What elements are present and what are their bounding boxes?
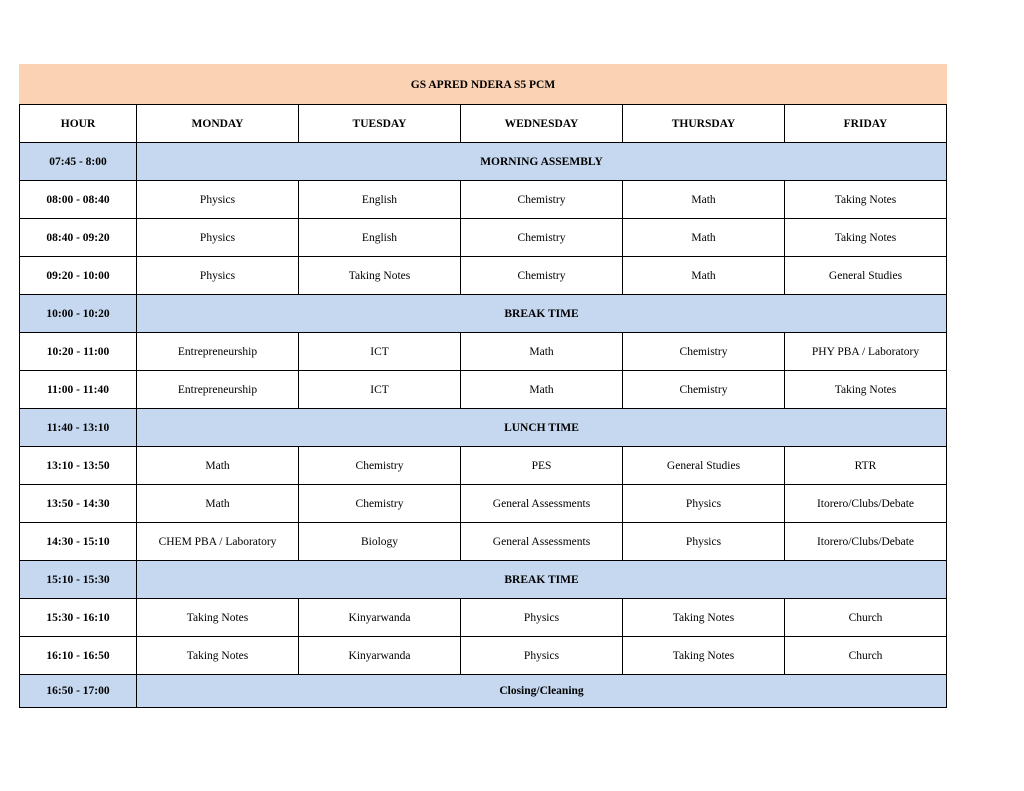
lesson-cell-friday: PHY PBA / Laboratory — [785, 333, 947, 371]
hour-cell: 13:10 - 13:50 — [20, 447, 137, 485]
lesson-cell-monday: Math — [137, 447, 299, 485]
title-row — [20, 65, 947, 105]
lesson-cell-thursday: Chemistry — [623, 333, 785, 371]
hour-cell: 09:20 - 10:00 — [20, 257, 137, 295]
special-period-label: BREAK TIME — [137, 561, 947, 599]
timetable-body — [20, 143, 947, 708]
special-period-label: Closing/Cleaning — [137, 675, 947, 708]
lesson-cell-friday: Itorero/Clubs/Debate — [785, 523, 947, 561]
header-row — [20, 105, 947, 143]
lesson-cell-tuesday: Taking Notes — [299, 257, 461, 295]
lesson-cell-friday: Church — [785, 637, 947, 675]
hour-cell: 14:30 - 15:10 — [20, 523, 137, 561]
header-tuesday: TUESDAY — [299, 105, 461, 143]
special-period-row — [20, 409, 947, 447]
lesson-cell-thursday: Taking Notes — [623, 637, 785, 675]
lesson-cell-tuesday: ICT — [299, 333, 461, 371]
lesson-cell-friday: RTR — [785, 447, 947, 485]
hour-cell: 11:00 - 11:40 — [20, 371, 137, 409]
special-period-row — [20, 561, 947, 599]
lesson-cell-wednesday: Physics — [461, 599, 623, 637]
lesson-cell-monday: Physics — [137, 219, 299, 257]
lesson-cell-tuesday: English — [299, 181, 461, 219]
lesson-cell-thursday: General Studies — [623, 447, 785, 485]
lesson-cell-monday: Physics — [137, 181, 299, 219]
lesson-row — [20, 523, 947, 561]
lesson-cell-thursday: Chemistry — [623, 371, 785, 409]
hour-cell: 16:50 - 17:00 — [20, 675, 137, 708]
special-period-row — [20, 143, 947, 181]
lesson-cell-tuesday: ICT — [299, 371, 461, 409]
special-period-label: MORNING ASSEMBLY — [137, 143, 947, 181]
lesson-cell-thursday: Math — [623, 181, 785, 219]
lesson-cell-thursday: Taking Notes — [623, 599, 785, 637]
lesson-cell-friday: General Studies — [785, 257, 947, 295]
lesson-cell-tuesday: Kinyarwanda — [299, 637, 461, 675]
hour-cell: 08:40 - 09:20 — [20, 219, 137, 257]
lesson-cell-tuesday: Chemistry — [299, 447, 461, 485]
header-thursday: THURSDAY — [623, 105, 785, 143]
lesson-cell-friday: Itorero/Clubs/Debate — [785, 485, 947, 523]
lesson-row — [20, 333, 947, 371]
hour-cell: 07:45 - 8:00 — [20, 143, 137, 181]
header-monday: MONDAY — [137, 105, 299, 143]
lesson-row — [20, 447, 947, 485]
hour-cell: 15:30 - 16:10 — [20, 599, 137, 637]
lesson-cell-thursday: Physics — [623, 523, 785, 561]
lesson-row — [20, 181, 947, 219]
lesson-row — [20, 219, 947, 257]
lesson-cell-wednesday: General Assessments — [461, 523, 623, 561]
lesson-row — [20, 599, 947, 637]
lesson-cell-thursday: Math — [623, 257, 785, 295]
special-period-row — [20, 675, 947, 708]
hour-cell: 15:10 - 15:30 — [20, 561, 137, 599]
hour-cell: 16:10 - 16:50 — [20, 637, 137, 675]
lesson-cell-tuesday: English — [299, 219, 461, 257]
lesson-row — [20, 637, 947, 675]
hour-cell: 13:50 - 14:30 — [20, 485, 137, 523]
lesson-cell-monday: Taking Notes — [137, 637, 299, 675]
special-period-label: LUNCH TIME — [137, 409, 947, 447]
special-period-label: BREAK TIME — [137, 295, 947, 333]
timetable-title: GS APRED NDERA S5 PCM — [20, 65, 947, 105]
lesson-cell-thursday: Physics — [623, 485, 785, 523]
timetable — [19, 64, 947, 708]
hour-cell: 08:00 - 08:40 — [20, 181, 137, 219]
hour-cell: 10:00 - 10:20 — [20, 295, 137, 333]
hour-cell: 11:40 - 13:10 — [20, 409, 137, 447]
lesson-cell-monday: Entrepreneurship — [137, 371, 299, 409]
lesson-cell-monday: CHEM PBA / Laboratory — [137, 523, 299, 561]
lesson-cell-wednesday: Chemistry — [461, 219, 623, 257]
header-hour: HOUR — [20, 105, 137, 143]
lesson-cell-wednesday: Chemistry — [461, 257, 623, 295]
header-friday: FRIDAY — [785, 105, 947, 143]
lesson-cell-wednesday: Math — [461, 371, 623, 409]
lesson-cell-wednesday: PES — [461, 447, 623, 485]
lesson-cell-tuesday: Biology — [299, 523, 461, 561]
timetable-sheet — [19, 64, 946, 708]
lesson-cell-friday: Church — [785, 599, 947, 637]
lesson-cell-wednesday: Physics — [461, 637, 623, 675]
lesson-cell-friday: Taking Notes — [785, 181, 947, 219]
lesson-cell-friday: Taking Notes — [785, 219, 947, 257]
lesson-row — [20, 485, 947, 523]
lesson-cell-wednesday: Chemistry — [461, 181, 623, 219]
lesson-cell-monday: Entrepreneurship — [137, 333, 299, 371]
lesson-cell-wednesday: Math — [461, 333, 623, 371]
lesson-cell-tuesday: Kinyarwanda — [299, 599, 461, 637]
lesson-cell-wednesday: General Assessments — [461, 485, 623, 523]
lesson-cell-monday: Math — [137, 485, 299, 523]
lesson-row — [20, 371, 947, 409]
special-period-row — [20, 295, 947, 333]
lesson-cell-thursday: Math — [623, 219, 785, 257]
lesson-cell-tuesday: Chemistry — [299, 485, 461, 523]
hour-cell: 10:20 - 11:00 — [20, 333, 137, 371]
lesson-cell-monday: Taking Notes — [137, 599, 299, 637]
lesson-row — [20, 257, 947, 295]
lesson-cell-friday: Taking Notes — [785, 371, 947, 409]
header-wednesday: WEDNESDAY — [461, 105, 623, 143]
lesson-cell-monday: Physics — [137, 257, 299, 295]
